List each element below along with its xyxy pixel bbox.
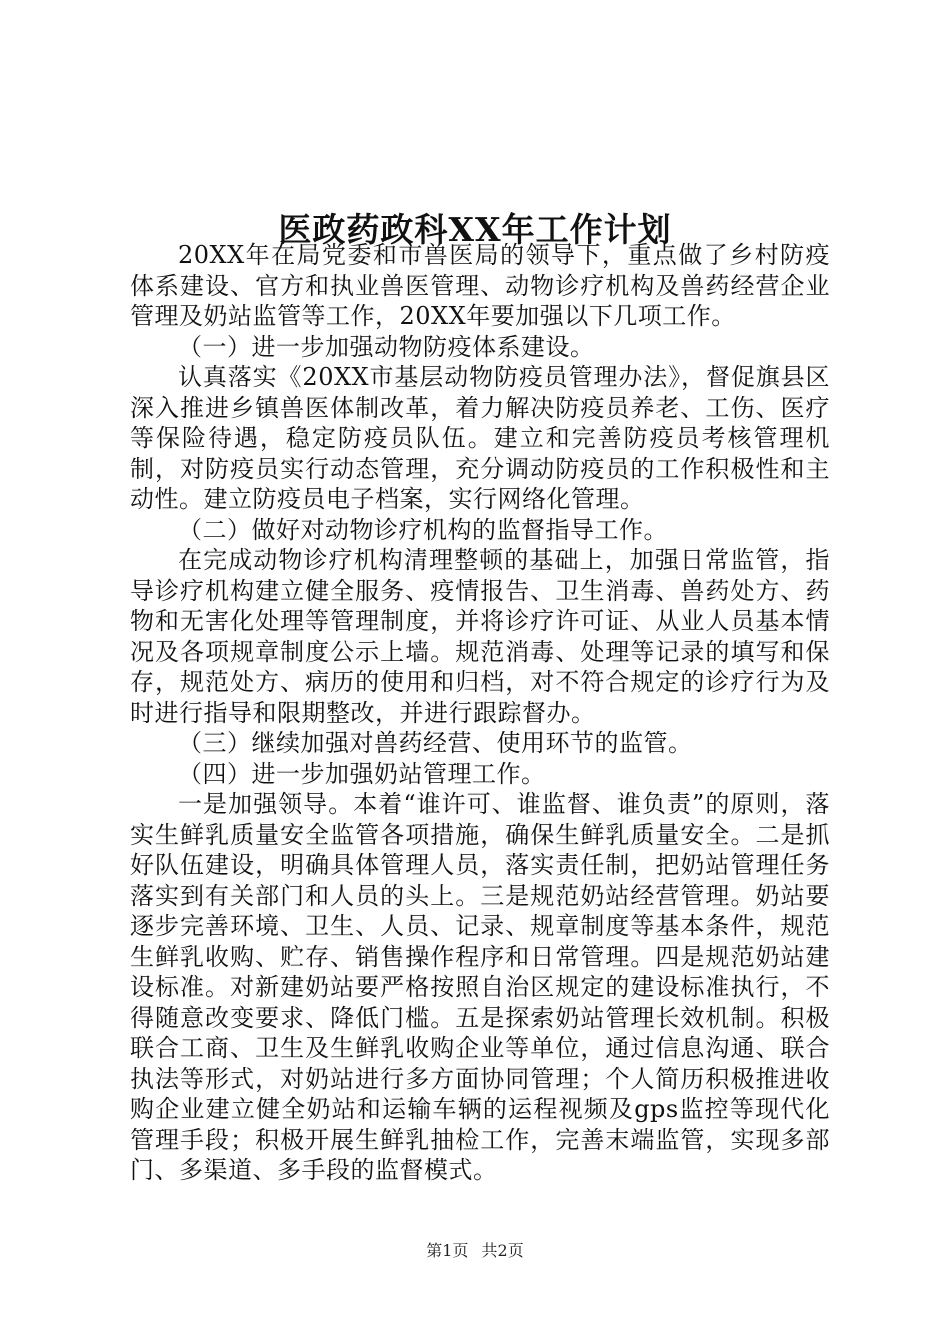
section-1-paragraph: 认真落实《20XX市基层动物防疫员管理办法》，督促旗县区深入推进乡镇兽医体制改革，着力解决防疫员养老、工伤、医疗等保险待遇，稳定防疫员队伍。建立和完善防疫员考核管理机制，对防疫员实行动态管理，充分调动防疫员的工作积极性和主动性。建立防疫员电子档案，实行网络化管理。 [130, 363, 830, 513]
page-footer [0, 1241, 950, 1261]
section-2-paragraph: 在完成动物诊疗机构清理整顿的基础上，加强日常监管，指导诊疗机构建立健全服务、疫情报告、卫生消毒、兽药处方、药物和无害化处理等管理制度，并将诊疗许可证、从业人员基本情况及各项规章制度公示上墙。规范消毒、处理等记录的填写和保存，规范处方、病历的使用和归档，对不符合规定的诊疗行为及时进行指导和限期整改，并进行跟踪督办。 [130, 546, 830, 727]
section-heading-1: （一）进一步加强动物防疫体系建设。 [178, 332, 595, 361]
page-total: 共2页 [481, 1241, 524, 1260]
document-body [130, 240, 830, 1186]
document-title: 医政药政科XX年工作计划 [278, 210, 672, 250]
section-heading-3: （三）继续加强对兽药经营、使用环节的监管。 [178, 729, 693, 757]
page-number: 第1页 [426, 1241, 469, 1260]
section-heading-2: （二）做好对动物诊疗机构的监督指导工作。 [178, 515, 668, 544]
section-heading-4: （四）进一步加强奶站管理工作。 [178, 759, 546, 788]
intro-paragraph: 20XX年在局党委和市兽医局的领导下，重点做了乡村防疫体系建设、官方和执业兽医管理、动物诊疗机构及兽药经营企业管理及奶站监管等工作，20XX年要加强以下几项工作。 [130, 241, 830, 330]
section-4-paragraph: 一是加强领导。本着“谁许可、谁监督、谁负责”的原则，落实生鲜乳质量安全监管各项措施，确保生鲜乳质量安全。二是抓好队伍建设，明确具体管理人员，落实责任制，把奶站管理任务落实到有关部门和人员的头上。三是规范奶站经营管理。奶站要逐步完善环境、卫生、人员、记录、规章制度等基本条件，规范生鲜乳收购、贮存、销售操作程序和日常管理。四是规范奶站建设标准。对新建奶站要严格按照自治区规定的建设标准执行，不得随意改变要求、降低门槛。五是探索奶站管理长效机制。积极联合工商、卫生及生鲜乳收购企业等单位，通过信息沟通、联合执法等形式，对奶站进行多方面协同管理；个人简历积极推进收购企业建立健全奶站和运输车辆的运程视频及gps监控等现代化管理手段；积极开展生鲜乳抽检工作，完善末端监管，实现多部门、多渠道、多手段的监督模式。 [130, 790, 830, 1184]
